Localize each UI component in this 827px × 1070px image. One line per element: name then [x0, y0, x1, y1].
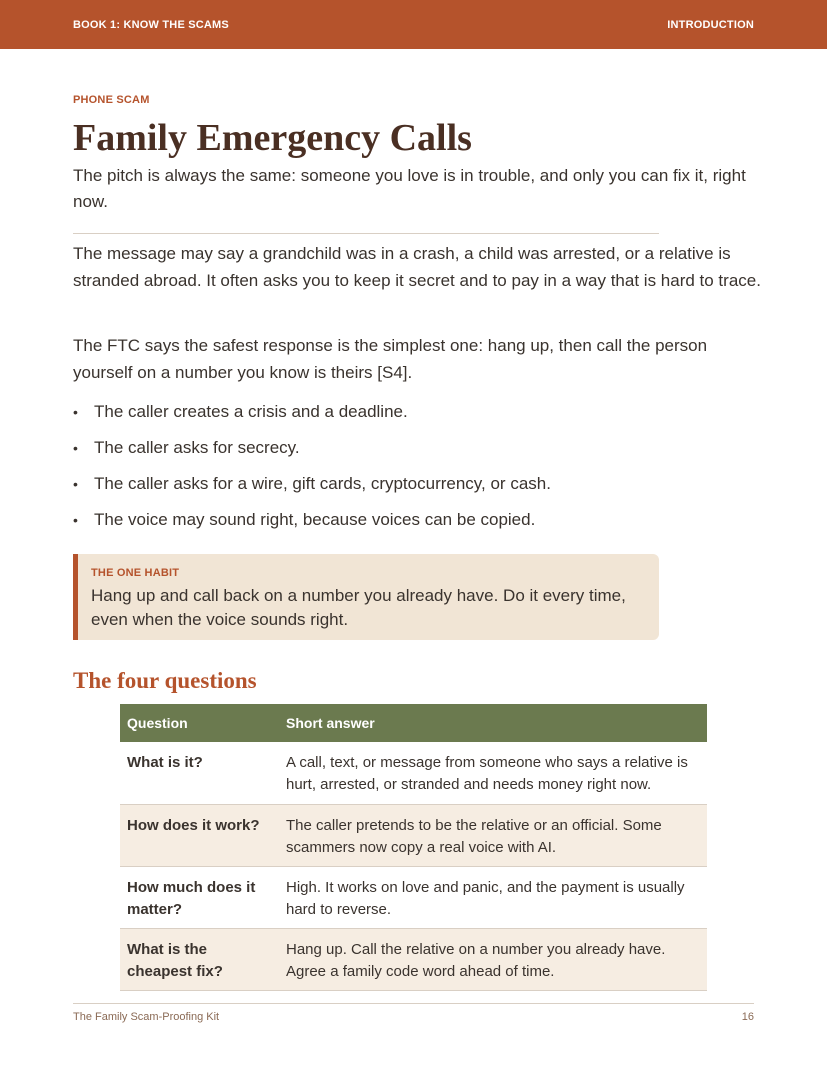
warning-signs-list	[73, 400, 763, 544]
list-item	[73, 436, 763, 472]
answer-cell: The caller pretends to be the relative or an official. Some scammers now copy a real voice with AI.	[279, 804, 707, 866]
column-header-question: Question	[120, 704, 279, 742]
bullet-icon: •	[73, 476, 78, 492]
question-cell: What is the cheapest fix?	[120, 928, 279, 990]
table-header-row	[120, 704, 707, 742]
table-row	[120, 742, 707, 804]
header-section-title: INTRODUCTION	[667, 19, 754, 31]
table-row	[120, 928, 707, 990]
list-item-text: The caller creates a crisis and a deadline.	[94, 402, 408, 421]
footer-divider	[73, 1003, 754, 1004]
table-row	[120, 804, 707, 866]
running-header	[0, 0, 827, 49]
divider	[73, 233, 659, 234]
question-cell: How much does it matter?	[120, 866, 279, 928]
body-paragraph-2: The FTC says the safest response is the simplest one: hang up, then call the person yourself on a number you know is theirs [S4].	[73, 336, 708, 382]
callout-text: Hang up and call back on a number you already have. Do it every time, even when the voice sounds right.	[91, 586, 626, 629]
four-questions-table	[120, 704, 707, 991]
header-book-title: BOOK 1: KNOW THE SCAMS	[73, 19, 229, 31]
bullet-icon: •	[73, 440, 78, 456]
column-header-answer: Short answer	[279, 704, 707, 742]
answer-cell: Hang up. Call the relative on a number you already have. Agree a family code word ahead of time.	[279, 928, 707, 990]
answer-cell: High. It works on love and panic, and the payment is usually hard to reverse.	[279, 866, 707, 928]
article-eyebrow: PHONE SCAM	[73, 94, 150, 106]
list-item	[73, 472, 763, 508]
page-number: 16	[741, 1011, 754, 1023]
question-cell: How does it work?	[120, 804, 279, 866]
footer-book-name: The Family Scam-Proofing Kit	[73, 1011, 220, 1023]
callout-label: THE ONE HABIT	[91, 567, 180, 579]
list-item-text: The caller asks for secrecy.	[94, 438, 300, 457]
answer-cell: A call, text, or message from someone who says a relative is hurt, arrested, or stranded and needs money right now.	[279, 742, 707, 804]
question-cell: What is it?	[120, 742, 279, 804]
list-item	[73, 400, 763, 436]
body-paragraph-1: The message may say a grandchild was in a crash, a child was arrested, or a relative is stranded abroad. It often asks you to keep it secret and to pay in a way that is hard to trace.	[73, 244, 761, 290]
bullet-icon: •	[73, 404, 78, 420]
page-title: Family Emergency Calls	[73, 117, 472, 159]
lede-paragraph: The pitch is always the same: someone you love is in trouble, and only you can fix it, right now.	[73, 166, 746, 211]
habit-callout	[73, 554, 659, 640]
list-item-text: The voice may sound right, because voices can be copied.	[94, 510, 536, 529]
section-heading: The four questions	[73, 668, 257, 693]
list-item	[73, 508, 763, 544]
list-item-text: The caller asks for a wire, gift cards, cryptocurrency, or cash.	[94, 474, 551, 493]
table-row	[120, 866, 707, 928]
bullet-icon: •	[73, 512, 78, 528]
